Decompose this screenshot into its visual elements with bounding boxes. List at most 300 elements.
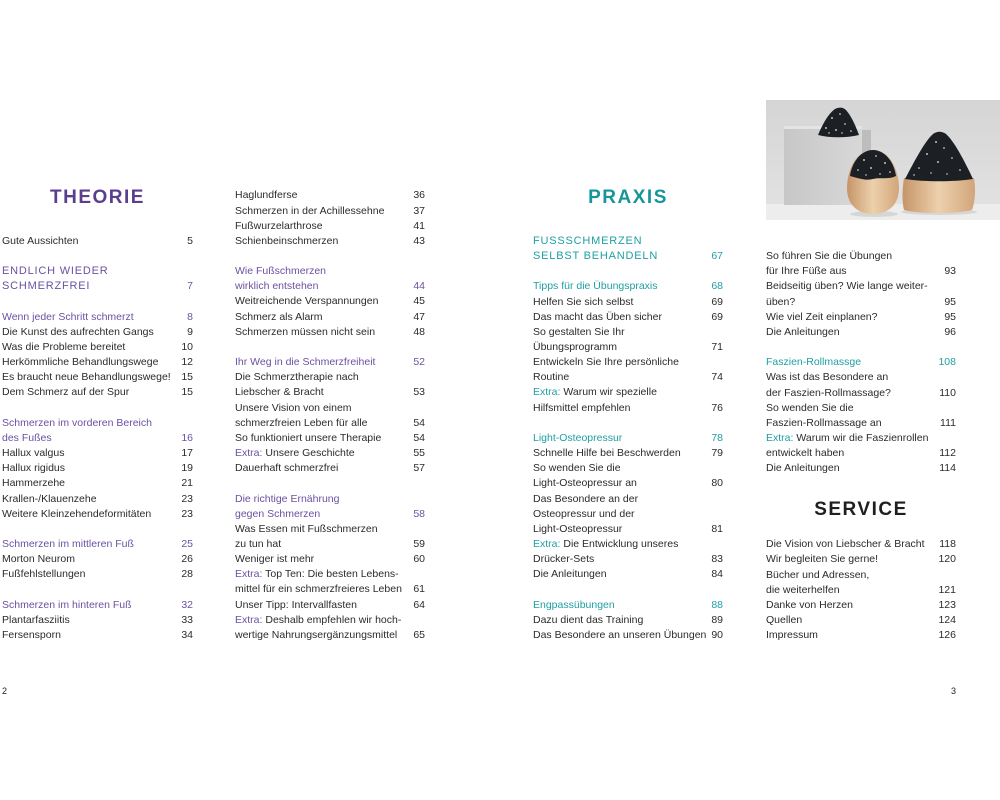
entry-title: Fußfehlstellungen xyxy=(2,568,86,581)
entry-title: So gestalten Sie Ihr xyxy=(533,325,625,338)
entry-title: Faszien-Rollmassge xyxy=(766,356,862,369)
entry-text xyxy=(2,264,193,279)
toc-entry-line xyxy=(766,416,956,431)
entry-text xyxy=(235,552,409,567)
entry-page-number: 37 xyxy=(413,204,425,217)
entry-title: Plantarfasziitis xyxy=(2,613,70,626)
entry-title: Osteopressur und der xyxy=(533,507,635,520)
entry-page-number: 23 xyxy=(181,492,193,505)
entry-page-number: 58 xyxy=(413,507,425,520)
entry-title: Die Schmerztherapie nach xyxy=(235,371,359,384)
entry-text xyxy=(2,628,177,643)
toc-entry-line xyxy=(766,461,956,476)
entry-page-number: 45 xyxy=(413,295,425,308)
entry-page-number: 110 xyxy=(939,386,956,399)
entry-text xyxy=(235,279,409,294)
entry-title: Light-Osteopressur xyxy=(533,431,623,444)
entry-title: entwickelt haben xyxy=(766,447,845,460)
entry-text xyxy=(533,446,707,461)
toc-entry-line xyxy=(235,522,425,537)
entry-title: Schmerzen in der Achillessehne xyxy=(235,204,385,217)
entry-title: SELBST BEHANDELN xyxy=(533,250,659,263)
entry-title: ENDLICH WIEDER xyxy=(2,265,109,278)
entry-title: So wenden Sie die xyxy=(766,401,854,414)
entry-page-number: 111 xyxy=(940,416,956,429)
entry-page-number: 80 xyxy=(711,477,723,490)
entry-title: Hallux rigidus xyxy=(2,462,66,475)
toc-entry-line xyxy=(235,294,425,309)
toc-entry-line xyxy=(533,628,723,643)
entry-title: Hallux valgus xyxy=(2,447,65,460)
entry-title: Schmerzen im vorderen Bereich xyxy=(2,416,152,429)
entry-page-number: 71 xyxy=(711,340,723,353)
entry-title: Weitere Kleinzehendeformitäten xyxy=(2,507,152,520)
entry-title: Schnelle Hilfe bei Beschwerden xyxy=(533,447,681,460)
toc-section-line xyxy=(235,279,425,294)
toc-entry-line xyxy=(2,507,193,522)
toc-entry-line xyxy=(533,492,723,507)
toc-entry-line xyxy=(533,310,723,325)
entry-text xyxy=(533,598,707,613)
toc-column-theorie-2 xyxy=(235,188,425,643)
entry-title: der Faszien-Rollmassage? xyxy=(766,386,891,399)
entry-page-number: 81 xyxy=(711,522,723,535)
toc-group xyxy=(766,537,956,643)
entry-page-number: 16 xyxy=(181,431,193,444)
entry-title: Das macht das Üben sicher xyxy=(533,310,662,323)
entry-title: Die Kunst des aufrechten Gangs xyxy=(2,325,154,338)
entry-title: Deshalb empfehlen wir hoch- xyxy=(265,613,402,626)
entry-page-number: 21 xyxy=(181,477,193,490)
toc-section-line xyxy=(533,598,723,613)
entry-title: Morton Neurom xyxy=(2,553,75,566)
entry-text xyxy=(235,567,425,582)
toc-group xyxy=(533,279,723,415)
toc-entry-line xyxy=(2,461,193,476)
entry-title: Wie viel Zeit einplanen? xyxy=(766,310,878,323)
entry-text xyxy=(533,295,707,310)
entry-text xyxy=(2,431,177,446)
entry-text xyxy=(235,188,409,203)
entry-page-number: 112 xyxy=(939,447,956,460)
product-photo xyxy=(766,100,1000,220)
toc-group xyxy=(235,264,425,340)
toc-entry-line xyxy=(235,567,425,582)
entry-title: So funktioniert unsere Therapie xyxy=(235,431,382,444)
entry-text xyxy=(235,446,409,461)
entry-title: Die richtige Ernährung xyxy=(235,492,340,505)
toc-section-line xyxy=(533,431,723,446)
entry-title: Was ist das Besondere an xyxy=(766,371,889,384)
entry-text xyxy=(2,340,177,355)
toc-entry-line xyxy=(766,628,956,643)
entry-text xyxy=(766,598,934,613)
entry-text xyxy=(766,264,940,279)
entry-title: Tipps für die Übungspraxis xyxy=(533,280,658,293)
entry-page-number: 60 xyxy=(413,553,425,566)
entry-title: Drücker-Sets xyxy=(533,553,595,566)
entry-title: Herkömmliche Behandlungswege xyxy=(2,356,159,369)
entry-page-number: 69 xyxy=(711,310,723,323)
toc-entry-line xyxy=(766,386,956,401)
toc-entry-line xyxy=(235,401,425,416)
toc-group xyxy=(533,234,723,264)
entry-text xyxy=(235,613,425,628)
entry-title: Warum wir die Faszienrollen xyxy=(796,431,929,444)
entry-text xyxy=(2,492,177,507)
toc-group xyxy=(2,598,193,643)
toc-group xyxy=(235,492,425,644)
toc-entry-line xyxy=(235,431,425,446)
toc-entry-line xyxy=(235,552,425,567)
entry-page-number: 64 xyxy=(413,598,425,611)
toc-group xyxy=(2,310,193,401)
toc-entry-line xyxy=(2,476,193,491)
entry-title: Das Besondere an unseren Übungen xyxy=(533,628,707,641)
entry-title: Haglundferse xyxy=(235,189,298,202)
toc-entry-line xyxy=(235,582,425,597)
entry-title: Krallen-/Klauenzehe xyxy=(2,492,97,505)
toc-group xyxy=(533,431,723,583)
entry-page-number: 76 xyxy=(711,401,723,414)
entry-text xyxy=(2,613,177,628)
entry-text xyxy=(533,431,707,446)
entry-title: Top Ten: Die besten Lebens- xyxy=(265,568,399,581)
entry-title: So führen Sie die Übungen xyxy=(766,250,893,263)
entry-text xyxy=(766,613,934,628)
toc-entry-line xyxy=(2,613,193,628)
entry-text xyxy=(235,325,409,340)
entry-title: Schmerz als Alarm xyxy=(235,310,323,323)
entry-text xyxy=(766,325,940,340)
entry-text xyxy=(766,279,956,294)
entry-text xyxy=(533,552,707,567)
entry-title: des Fußes xyxy=(2,431,52,444)
entry-title: Helfen Sie sich selbst xyxy=(533,295,634,308)
entry-title: wirklich entstehen xyxy=(235,280,319,293)
right-page xyxy=(500,0,1000,800)
toc-entry-line xyxy=(2,385,193,400)
entry-text xyxy=(235,310,409,325)
entry-text xyxy=(2,416,193,431)
entry-title: Es braucht neue Behandlungswege! xyxy=(2,371,171,384)
entry-page-number: 114 xyxy=(939,462,956,475)
toc-section-line xyxy=(2,598,193,613)
entry-page-number: 17 xyxy=(181,447,193,460)
entry-title: Unser Tipp: Intervallfasten xyxy=(235,598,357,611)
toc-entry-line xyxy=(533,340,723,355)
toc-entry-line xyxy=(533,476,723,491)
entry-title: Warum wir spezielle xyxy=(563,386,657,399)
entry-title: Die Vision von Liebscher & Bracht xyxy=(766,538,925,551)
entry-page-number: 10 xyxy=(181,340,193,353)
section-heading-theorie: THEORIE xyxy=(50,187,145,208)
entry-text xyxy=(235,582,409,597)
toc-entry-line xyxy=(235,188,425,203)
entry-page-number: 83 xyxy=(711,553,723,566)
entry-page-number: 44 xyxy=(413,280,425,293)
entry-text xyxy=(235,507,409,522)
entry-text xyxy=(235,219,409,234)
toc-entry-line xyxy=(766,431,956,446)
entry-text xyxy=(2,446,177,461)
toc-entry-line xyxy=(235,204,425,219)
entry-page-number: 69 xyxy=(711,295,723,308)
entry-title: Schmerzen im mittleren Fuß xyxy=(2,538,134,551)
toc-chapter-line xyxy=(533,249,723,264)
entry-title: Wenn jeder Schritt schmerzt xyxy=(2,310,134,323)
entry-text xyxy=(235,294,409,309)
entry-title: Entwickeln Sie Ihre persönliche xyxy=(533,356,679,369)
entry-page-number: 126 xyxy=(938,629,956,642)
entry-text xyxy=(2,355,177,370)
entry-text xyxy=(533,279,707,294)
entry-text xyxy=(766,249,956,264)
entry-text xyxy=(766,537,935,552)
toc-group xyxy=(2,416,193,522)
entry-text xyxy=(533,385,723,400)
entry-page-number: 93 xyxy=(944,265,956,278)
toc-entry-line xyxy=(533,401,723,416)
toc-column-praxis-1 xyxy=(533,234,723,643)
toc-entry-line xyxy=(2,552,193,567)
entry-text xyxy=(235,401,425,416)
entry-text xyxy=(2,310,183,325)
toc-section-line xyxy=(235,264,425,279)
toc-section-line xyxy=(235,355,425,370)
entry-title: Impressum xyxy=(766,629,818,642)
entry-page-number: 32 xyxy=(181,598,193,611)
entry-text xyxy=(766,446,935,461)
toc-section-line xyxy=(2,537,193,552)
entry-page-number: 108 xyxy=(938,356,956,369)
toc-entry-line xyxy=(2,492,193,507)
entry-text xyxy=(235,522,425,537)
entry-text xyxy=(235,385,409,400)
entry-text xyxy=(2,234,183,249)
entry-text xyxy=(2,325,183,340)
toc-section-line xyxy=(235,507,425,522)
section-heading-service: SERVICE xyxy=(814,499,908,520)
entry-page-number: 34 xyxy=(181,628,193,641)
toc-entry-line xyxy=(766,613,956,628)
toc-group xyxy=(766,355,956,476)
entry-title: die weiterhelfen xyxy=(766,583,840,596)
entry-title: Liebscher & Bracht xyxy=(235,386,324,399)
toc-entry-line xyxy=(766,264,956,279)
entry-page-number: 54 xyxy=(413,416,425,429)
entry-text xyxy=(533,325,723,340)
entry-text xyxy=(2,385,177,400)
entry-title: Hammerzehe xyxy=(2,477,66,490)
toc-group xyxy=(2,234,193,249)
entry-title: schmerzfreien Leben für alle xyxy=(235,416,368,429)
toc-entry-line xyxy=(533,507,723,522)
toc-entry-line xyxy=(235,310,425,325)
entry-text xyxy=(766,431,956,446)
entry-text xyxy=(235,461,409,476)
entry-title: wertige Nahrungsergänzungsmittel xyxy=(235,628,398,641)
entry-text xyxy=(533,249,707,264)
entry-title: Light-Osteopressur an xyxy=(533,477,637,490)
toc-group xyxy=(533,598,723,643)
entry-title: für Ihre Füße aus xyxy=(766,265,847,278)
entry-page-number: 8 xyxy=(187,310,193,323)
entry-title: Quellen xyxy=(766,614,803,627)
entry-page-number: 121 xyxy=(938,583,956,596)
entry-page-number: 7 xyxy=(187,280,193,293)
entry-page-number: 15 xyxy=(181,371,193,384)
entry-title: Bücher und Adressen, xyxy=(766,568,870,581)
entry-page-number: 52 xyxy=(413,356,425,369)
toc-entry-line xyxy=(2,355,193,370)
entry-title: Dem Schmerz auf der Spur xyxy=(2,386,130,399)
entry-title: Routine xyxy=(533,371,570,384)
toc-entry-line xyxy=(533,522,723,537)
toc-entry-line xyxy=(235,234,425,249)
entry-title: Danke von Herzen xyxy=(766,598,853,611)
entry-title: mittel für ein schmerzfreieres Leben xyxy=(235,583,402,596)
entry-page-number: 124 xyxy=(938,614,956,627)
toc-chapter-line xyxy=(2,279,193,294)
toc-entry-line xyxy=(2,340,193,355)
entry-title: Schmerzen im hinteren Fuß xyxy=(2,598,132,611)
toc-entry-line xyxy=(766,295,956,310)
toc-entry-line xyxy=(235,446,425,461)
entry-page-number: 65 xyxy=(413,628,425,641)
entry-page-number: 41 xyxy=(413,219,425,232)
entry-title: Das Besondere an der xyxy=(533,492,639,505)
entry-text xyxy=(533,628,707,643)
entry-title: Die Anleitungen xyxy=(766,325,840,338)
toc-entry-line xyxy=(766,279,956,294)
toc-group xyxy=(766,249,956,340)
entry-page-number: 61 xyxy=(413,583,425,596)
entry-text xyxy=(2,598,177,613)
entry-page-number: 120 xyxy=(938,553,956,566)
toc-chapter-line xyxy=(2,264,193,279)
entry-text xyxy=(766,310,940,325)
entry-text xyxy=(235,234,409,249)
entry-text xyxy=(533,476,707,491)
toc-entry-line xyxy=(766,370,956,385)
toc-entry-line xyxy=(235,385,425,400)
toc-entry-line xyxy=(766,568,956,583)
entry-text xyxy=(2,279,183,294)
entry-title: zu tun hat xyxy=(235,537,282,550)
entry-text xyxy=(235,355,409,370)
entry-text xyxy=(766,583,934,598)
toc-entry-line xyxy=(533,567,723,582)
entry-text xyxy=(235,431,409,446)
entry-page-number: 67 xyxy=(711,250,723,263)
entry-title: So wenden Sie die xyxy=(533,462,621,475)
entry-title: Wie Fußschmerzen xyxy=(235,265,327,278)
entry-page-number: 5 xyxy=(187,234,193,247)
entry-page-number: 55 xyxy=(413,447,425,460)
toc-section-line xyxy=(2,310,193,325)
toc-section-line xyxy=(235,492,425,507)
extra-label: Extra: xyxy=(235,447,263,460)
entry-page-number: 78 xyxy=(711,431,723,444)
entry-text xyxy=(533,401,707,416)
entry-title: Gute Aussichten xyxy=(2,234,79,247)
section-heading-praxis: PRAXIS xyxy=(588,187,668,208)
toc-column-service xyxy=(766,537,956,643)
entry-page-number: 74 xyxy=(711,371,723,384)
toc-entry-line xyxy=(766,446,956,461)
entry-text xyxy=(533,370,707,385)
entry-page-number: 43 xyxy=(413,234,425,247)
toc-entry-line xyxy=(766,325,956,340)
toc-entry-line xyxy=(533,461,723,476)
toc-chapter-line xyxy=(533,234,723,249)
entry-page-number: 88 xyxy=(711,598,723,611)
entry-page-number: 89 xyxy=(711,613,723,626)
entry-text xyxy=(766,416,936,431)
entry-title: Ihr Weg in die Schmerzfreiheit xyxy=(235,356,376,369)
toc-group xyxy=(235,355,425,476)
entry-text xyxy=(533,355,723,370)
entry-title: Dazu dient das Training xyxy=(533,613,644,626)
entry-page-number: 53 xyxy=(413,386,425,399)
entry-text xyxy=(766,355,934,370)
entry-title: Schmerzen müssen nicht sein xyxy=(235,325,376,338)
entry-title: FUSSSCHMERZEN xyxy=(533,234,643,247)
entry-title: Wir begleiten Sie gerne! xyxy=(766,553,879,566)
toc-entry-line xyxy=(766,552,956,567)
toc-entry-line xyxy=(235,461,425,476)
toc-entry-line xyxy=(533,552,723,567)
toc-entry-line xyxy=(533,537,723,552)
entry-page-number: 12 xyxy=(181,356,193,369)
toc-entry-line xyxy=(766,537,956,552)
entry-title: Was die Probleme bereitet xyxy=(2,340,126,353)
extra-label: Extra: xyxy=(533,386,561,399)
entry-text xyxy=(533,492,723,507)
entry-page-number: 79 xyxy=(711,447,723,460)
entry-text xyxy=(2,370,177,385)
entry-title: üben? xyxy=(766,295,796,308)
entry-page-number: 90 xyxy=(711,628,723,641)
entry-title: Hilfsmittel empfehlen xyxy=(533,401,631,414)
toc-column-theorie-1 xyxy=(2,234,193,643)
toc-entry-line xyxy=(533,385,723,400)
entry-title: Fußwurzelarthrose xyxy=(235,219,323,232)
entry-page-number: 47 xyxy=(413,310,425,323)
entry-text xyxy=(766,401,956,416)
entry-title: Weitreichende Verspannungen xyxy=(235,295,379,308)
entry-page-number: 36 xyxy=(413,189,425,202)
entry-text xyxy=(235,370,425,385)
toc-entry-line xyxy=(2,628,193,643)
entry-title: Unsere Geschichte xyxy=(265,447,355,460)
extra-label: Extra: xyxy=(766,431,794,444)
entry-title: Fersensporn xyxy=(2,628,61,641)
entry-text xyxy=(2,507,177,522)
entry-text xyxy=(766,295,940,310)
entry-title: Die Anleitungen xyxy=(766,462,840,475)
toc-entry-line xyxy=(766,310,956,325)
entry-title: Faszien-Rollmassage an xyxy=(766,416,882,429)
entry-title: SCHMERZFREI xyxy=(2,280,91,293)
entry-text xyxy=(533,234,723,249)
toc-entry-line xyxy=(2,567,193,582)
entry-text xyxy=(235,537,409,552)
entry-text xyxy=(766,568,956,583)
toc-entry-line xyxy=(533,295,723,310)
toc-entry-line xyxy=(2,234,193,249)
